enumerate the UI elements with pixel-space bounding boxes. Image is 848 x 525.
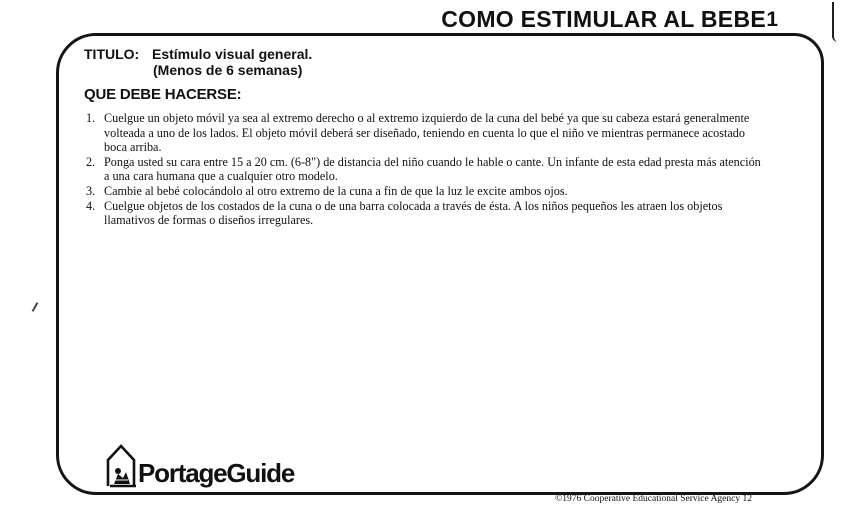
house-with-child-icon: [106, 444, 136, 488]
item-text: Ponga usted su cara entre 15 a 20 cm. (6-8") de distancia del niño cuando le hable o cante. Un infante de esta edad presta más atención a una cara humana que a cualquier otro modelo.: [104, 154, 761, 184]
instruction-list: [86, 111, 762, 228]
title-line: [84, 46, 312, 62]
edge-mark: [32, 302, 39, 312]
item-number: 4.: [86, 198, 96, 213]
item-number: 1.: [86, 111, 96, 125]
list-item: [86, 199, 762, 228]
title-subtitle: (Menos de 6 semanas): [153, 62, 303, 78]
card-number: 1: [766, 8, 778, 31]
title-value: Estímulo visual general.: [152, 46, 313, 62]
title-block: [84, 46, 312, 78]
card-title: COMO ESTIMULAR AL BEBE: [441, 6, 766, 32]
item-text: Cambie al bebé colocándolo al otro extremo de la cuna a fin de que la luz le excite ambos ojos.: [104, 183, 568, 198]
item-number: 2.: [86, 154, 96, 169]
item-text: Cuelgue objetos de los costados de la cuna o de una barra colocada a través de ésta. A los niños pequeños les atraen los objetos llamativos de formas o diseños irregulares.: [104, 198, 723, 228]
item-number: 3.: [86, 183, 96, 198]
logo-text: PortageGuide: [138, 458, 295, 488]
list-item: [86, 155, 762, 184]
title-label: TITULO:: [84, 46, 140, 62]
section-heading: QUE DEBE HACERSE:: [84, 86, 242, 103]
list-item: [86, 111, 762, 155]
list-item: [86, 184, 762, 199]
portage-guide-logo: [106, 444, 294, 488]
corner-tab-mark: [832, 2, 840, 42]
copyright-notice: ©1976 Cooperative Educational Service Agency 12: [555, 494, 752, 504]
item-text: Cuelgue un objeto móvil ya sea al extremo derecho o al extremo izquierdo de la cuna del bebé ya que su cabeza estará generalmente volteada a uno de los lados. El objeto móvil deberá ser diseñado, teniendo en cuenta lo que el niño ve mientras permanece acostado boca arriba.: [104, 111, 750, 155]
